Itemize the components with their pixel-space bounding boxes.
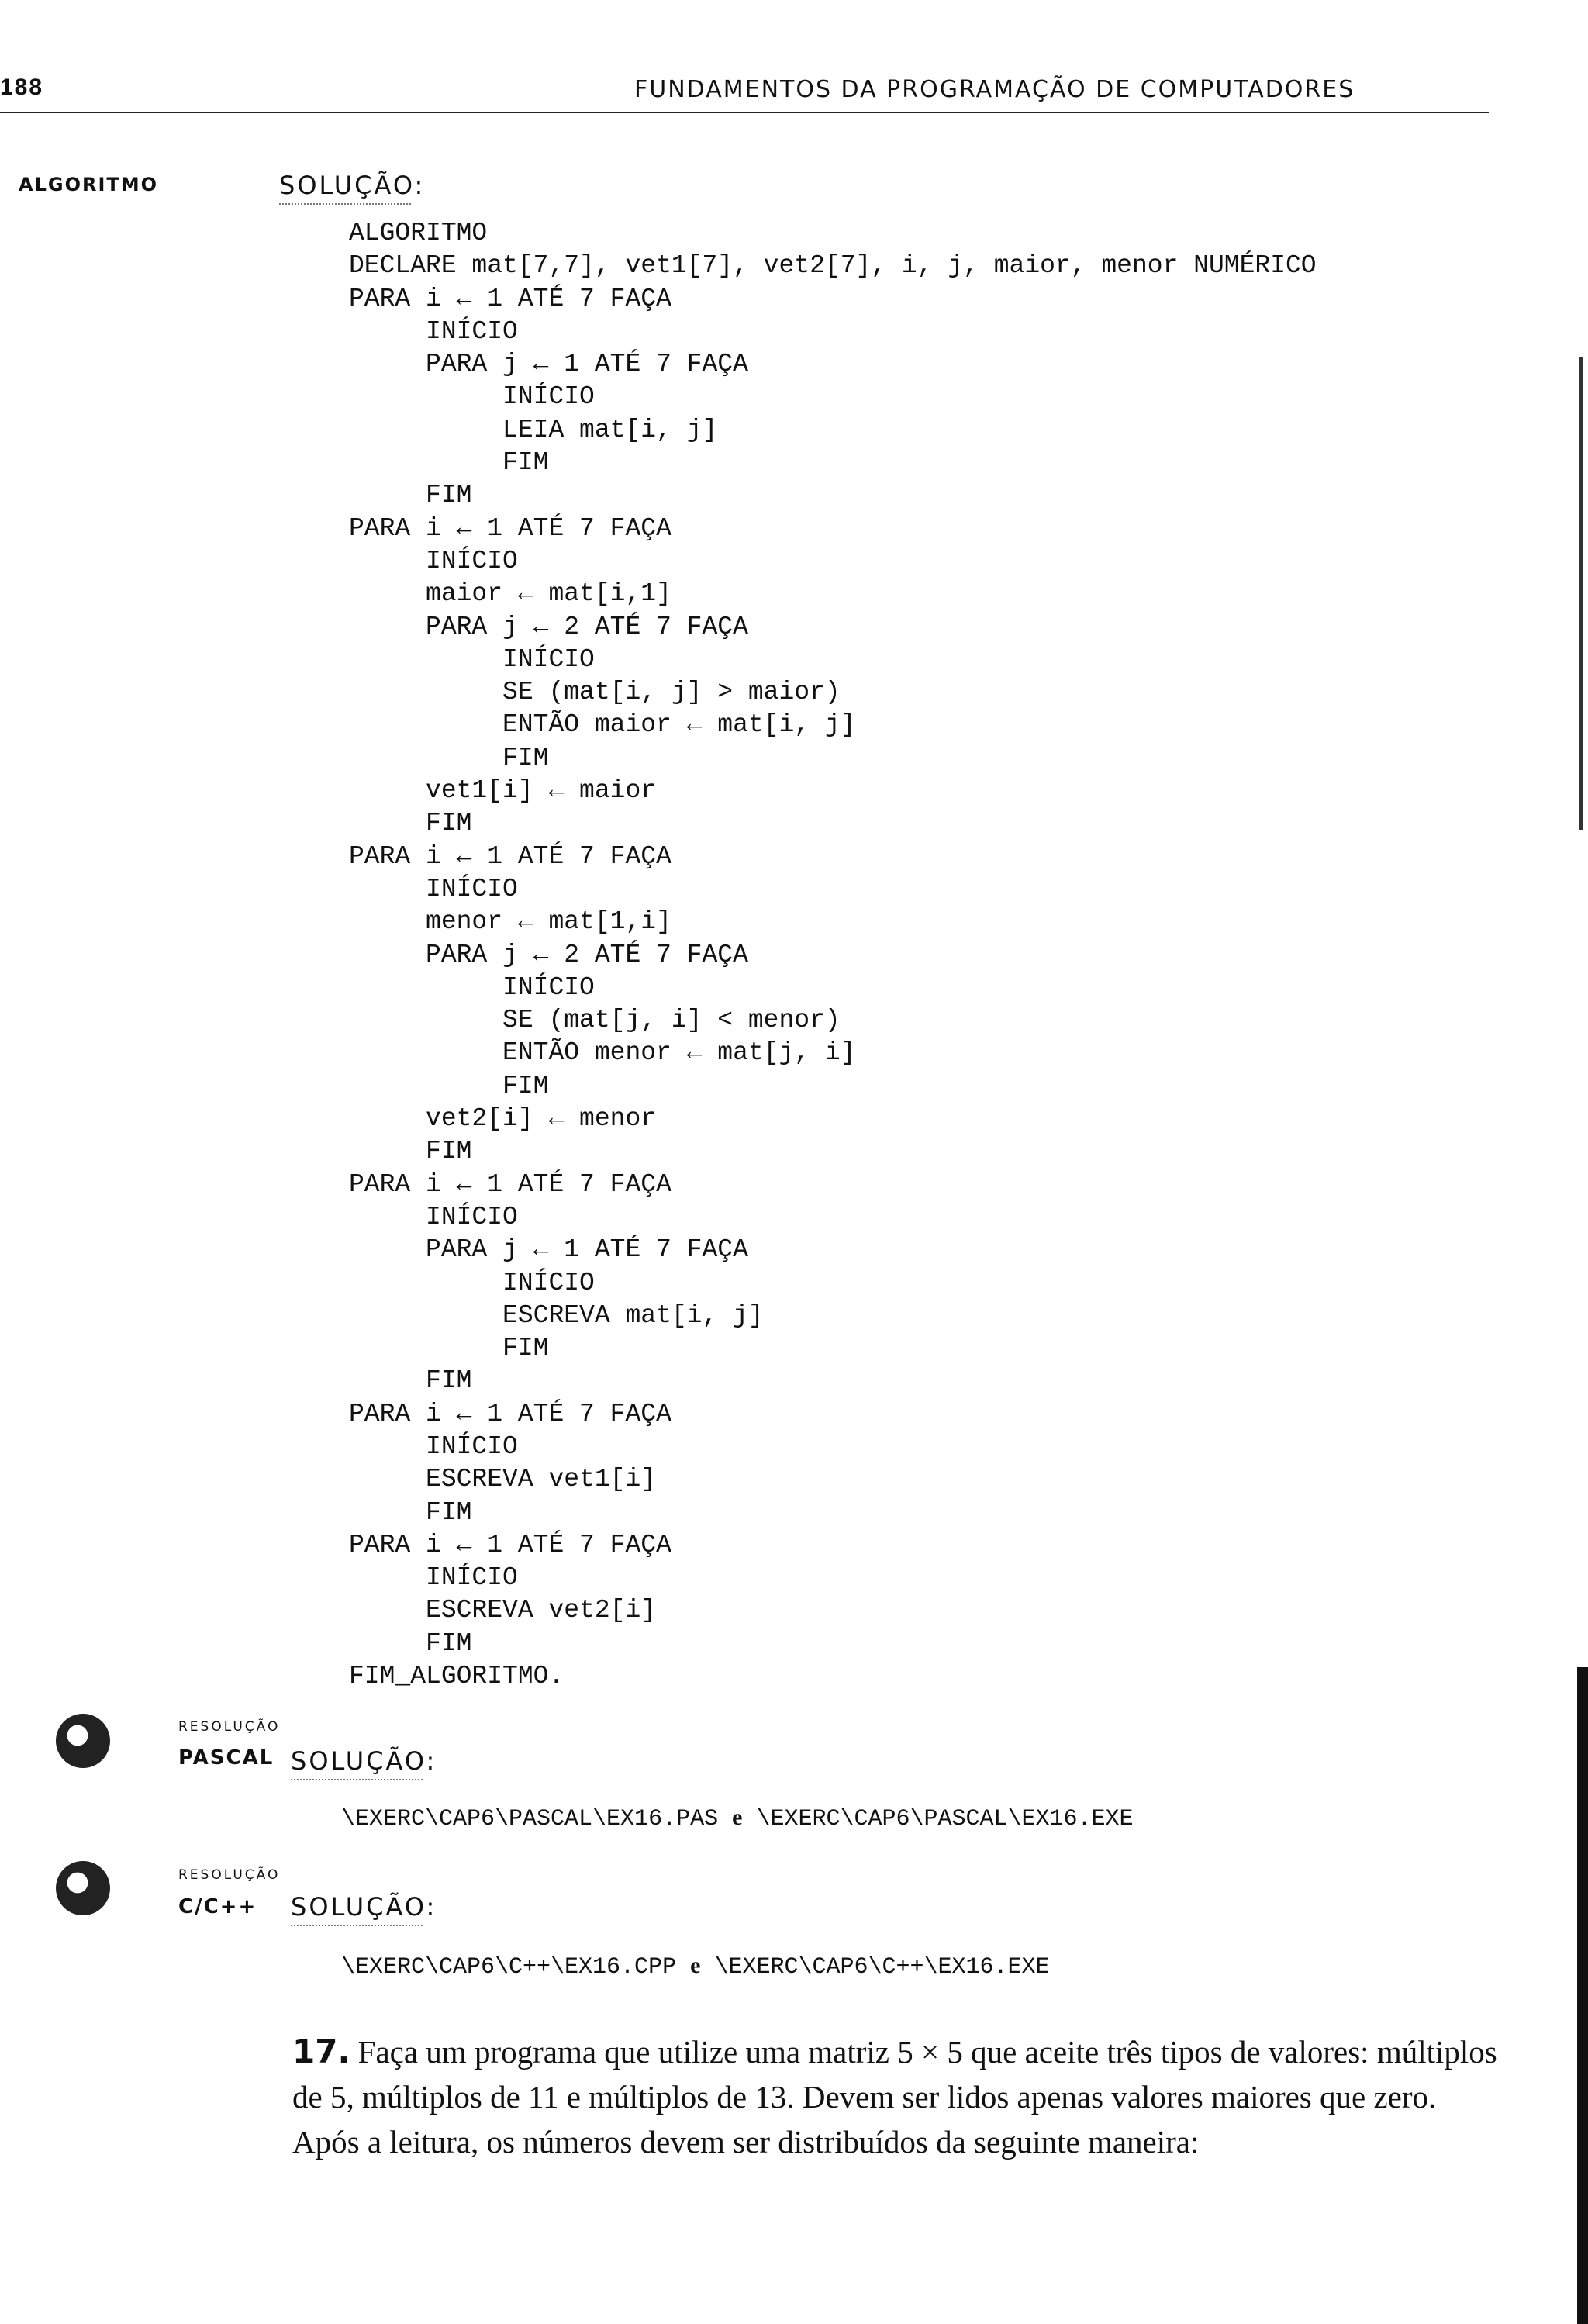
exercise-text: Faça um programa que utilize uma matriz 5 × 5 que aceite três tipos de valores: múltiplos de 5, múltiplos de 11 e múltiplos de 13. Devem ser lidos apenas valores maiores que zero. Após a leitura, os números devem ser distribuídos da seguinte maneira: — [292, 2034, 1497, 2160]
code-line: PARA i ← 1 ATÉ 7 FAÇA — [349, 1169, 671, 1199]
cpp-solution-heading: SOLUÇÃO: — [291, 1892, 437, 1922]
cpp-file-paths — [341, 1953, 1050, 1980]
code-line: INÍCIO — [349, 316, 518, 346]
code-line: FIM — [349, 448, 549, 478]
running-title: FUNDAMENTOS DA PROGRAMAÇÃO DE COMPUTADORES — [634, 76, 1355, 103]
pascal-solution-heading: SOLUÇÃO: — [291, 1746, 437, 1776]
code-line: FIM — [349, 1334, 549, 1363]
code-line: PARA j ← 1 ATÉ 7 FAÇA — [349, 1235, 748, 1265]
code-line: PARA j ← 1 ATÉ 7 FAÇA — [349, 350, 748, 379]
solution-underline — [279, 203, 411, 205]
cpp-resolution-label: RESOLUÇÃO — [178, 1867, 281, 1883]
code-line: vet2[i] ← menor — [349, 1104, 657, 1134]
code-line: vet1[i] ← maior — [349, 776, 657, 806]
code-line: INÍCIO — [349, 546, 518, 575]
code-line: FIM — [349, 809, 472, 838]
code-line: INÍCIO — [349, 1563, 518, 1593]
scan-edge-bar — [1577, 1667, 1588, 2324]
code-line: INÍCIO — [349, 972, 595, 1002]
code-line: PARA i ← 1 ATÉ 7 FAÇA — [349, 841, 671, 871]
code-line: ENTÃO menor ← mat[j, i] — [349, 1038, 856, 1068]
code-line: FIM — [349, 1071, 549, 1100]
code-line: INÍCIO — [349, 1431, 518, 1461]
code-line: LEIA mat[i, j] — [349, 415, 718, 444]
code-line: SE (mat[i, j] > maior) — [349, 678, 841, 707]
resolution-disc-icon — [56, 1861, 110, 1915]
code-line: PARA j ← 2 ATÉ 7 FAÇA — [349, 940, 748, 969]
pascal-file-paths — [341, 1804, 1134, 1832]
algoritmo-solution-heading: SOLUÇÃO: — [279, 171, 426, 200]
scan-edge-mark — [1579, 357, 1583, 830]
code-line: FIM_ALGORITMO. — [349, 1662, 564, 1691]
code-line: INÍCIO — [349, 644, 595, 674]
code-line: INÍCIO — [349, 1202, 518, 1231]
algoritmo-side-label: ALGORITMO — [19, 174, 159, 195]
pascal-source-path: \EXERC\CAP6\PASCAL\EX16.PAS — [341, 1806, 719, 1832]
code-line: ALGORITMO — [349, 219, 488, 247]
code-line: menor ← mat[1,i] — [349, 907, 671, 937]
code-line: PARA i ← 1 ATÉ 7 FAÇA — [349, 284, 671, 313]
code-line: PARA j ← 2 ATÉ 7 FAÇA — [349, 612, 748, 641]
cpp-side-label: C/C++ — [178, 1895, 257, 1918]
solution-underline — [291, 1925, 423, 1926]
path-connector: e — [732, 1804, 743, 1830]
code-line: FIM — [349, 1628, 472, 1658]
code-line: FIM — [349, 1497, 472, 1527]
path-connector: e — [690, 1953, 701, 1978]
code-line: ENTÃO maior ← mat[i, j] — [349, 710, 856, 740]
code-line: FIM — [349, 743, 549, 772]
pascal-resolution-label: RESOLUÇÃO — [178, 1719, 281, 1735]
page-number: 188 — [0, 74, 44, 100]
exercise-number: 17. — [292, 2032, 350, 2070]
code-line: INÍCIO — [349, 874, 518, 903]
exercise-17 — [292, 2029, 1502, 2164]
resolution-disc-icon — [56, 1714, 110, 1768]
code-line: FIM — [349, 1137, 472, 1166]
code-line: PARA i ← 1 ATÉ 7 FAÇA — [349, 1530, 671, 1559]
code-line: INÍCIO — [349, 382, 595, 412]
code-line: ESCREVA mat[i, j] — [349, 1300, 764, 1330]
code-line: PARA i ← 1 ATÉ 7 FAÇA — [349, 1399, 671, 1428]
code-line: ESCREVA vet1[i] — [349, 1465, 657, 1494]
solution-underline — [291, 1779, 423, 1780]
code-line: ESCREVA vet2[i] — [349, 1596, 657, 1625]
code-line: DECLARE mat[7,7], vet1[7], vet2[7], i, j, maior, menor NUMÉRICO — [349, 251, 1317, 281]
code-line: PARA i ← 1 ATÉ 7 FAÇA — [349, 513, 671, 543]
code-line: maior ← mat[i,1] — [349, 579, 671, 609]
code-line: FIM — [349, 481, 472, 510]
code-line: INÍCIO — [349, 1268, 595, 1297]
pascal-exe-path: \EXERC\CAP6\PASCAL\EX16.EXE — [756, 1806, 1134, 1832]
algorithm-code-block — [349, 217, 1317, 1693]
cpp-source-path: \EXERC\CAP6\C++\EX16.CPP — [341, 1954, 677, 1980]
pascal-side-label: PASCAL — [178, 1746, 274, 1770]
header-rule — [0, 112, 1489, 113]
code-line: FIM — [349, 1366, 472, 1396]
code-line: SE (mat[j, i] < menor) — [349, 1006, 841, 1035]
cpp-exe-path: \EXERC\CAP6\C++\EX16.EXE — [714, 1954, 1050, 1980]
